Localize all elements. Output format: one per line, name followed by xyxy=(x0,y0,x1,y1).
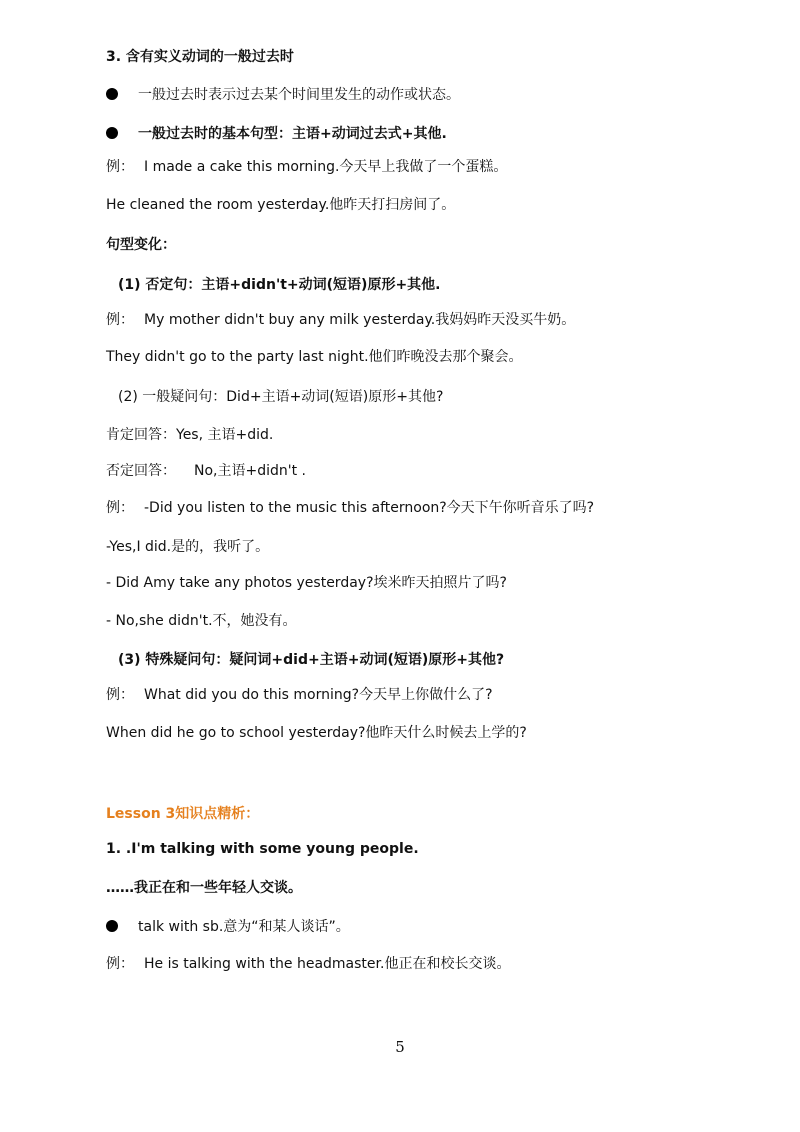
negative-heading: (1) 否定句：主语+didn't+动词(短语)原形+其他. xyxy=(118,277,441,293)
bullet-icon xyxy=(106,127,118,139)
example-text: -Did you listen to the music this afternoon?今天下午你听音乐了吗? xyxy=(144,500,595,516)
example-text: He is talking with the headmaster.他正在和校长交谈。 xyxy=(144,956,511,972)
bullet-pattern xyxy=(106,125,447,143)
bullet-icon xyxy=(106,88,118,100)
section-heading: 3. 含有实义动词的一般过去时 xyxy=(106,49,294,65)
example-line xyxy=(106,311,575,329)
example-line: -Yes,I did.是的，我听了。 xyxy=(106,539,270,555)
page-number: 5 xyxy=(395,1038,405,1056)
example-label: 例： xyxy=(106,687,134,703)
lesson-title: Lesson 3知识点精析： xyxy=(106,806,260,822)
answer-label: 否定回答： xyxy=(106,463,176,479)
bullet-definition xyxy=(106,86,460,104)
example-line: - No,she didn't.不，她没有。 xyxy=(106,613,297,629)
variations-heading: 句型变化： xyxy=(106,237,176,253)
lesson-point: 1. .I'm talking with some young people. xyxy=(106,841,419,857)
affirmative-answer: 肯定回答：Yes, 主语+did. xyxy=(106,427,274,443)
bullet-icon xyxy=(106,920,118,932)
lesson-point-translation: ……我正在和一些年轻人交谈。 xyxy=(106,880,302,896)
negative-answer xyxy=(106,462,306,480)
example-line: - Did Amy take any photos yesterday?埃米昨天拍照片了吗? xyxy=(106,575,507,591)
special-question-heading: (3) 特殊疑问句：疑问词+did+主语+动词(短语)原形+其他? xyxy=(118,652,505,668)
lesson-bullet xyxy=(106,918,350,936)
example-label: 例： xyxy=(106,956,134,972)
example-line: They didn't go to the party last night.他们昨晚没去那个聚会。 xyxy=(106,349,523,365)
example-label: 例： xyxy=(106,312,134,328)
example-line xyxy=(106,158,507,176)
general-question-heading: (2) 一般疑问句：Did+主语+动词(短语)原形+其他? xyxy=(118,389,444,405)
example-line xyxy=(106,499,594,517)
bullet-text: 一般过去时的基本句型：主语+动词过去式+其他. xyxy=(138,126,447,142)
example-text: My mother didn't buy any milk yesterday.我妈妈昨天没买牛奶。 xyxy=(144,312,576,328)
example-line: He cleaned the room yesterday.他昨天打扫房间了。 xyxy=(106,197,456,213)
example-label: 例： xyxy=(106,500,134,516)
bullet-text: talk with sb.意为“和某人谈话”。 xyxy=(138,919,350,935)
example-text: I made a cake this morning.今天早上我做了一个蛋糕。 xyxy=(144,159,508,175)
answer-text: No,主语+didn't . xyxy=(194,463,306,479)
example-line xyxy=(106,955,510,973)
example-label: 例： xyxy=(106,159,134,175)
example-line xyxy=(106,686,493,704)
example-line: When did he go to school yesterday?他昨天什么时候去上学的? xyxy=(106,725,527,741)
example-text: What did you do this morning?今天早上你做什么了? xyxy=(144,687,493,703)
bullet-text: 一般过去时表示过去某个时间里发生的动作或状态。 xyxy=(138,87,460,103)
